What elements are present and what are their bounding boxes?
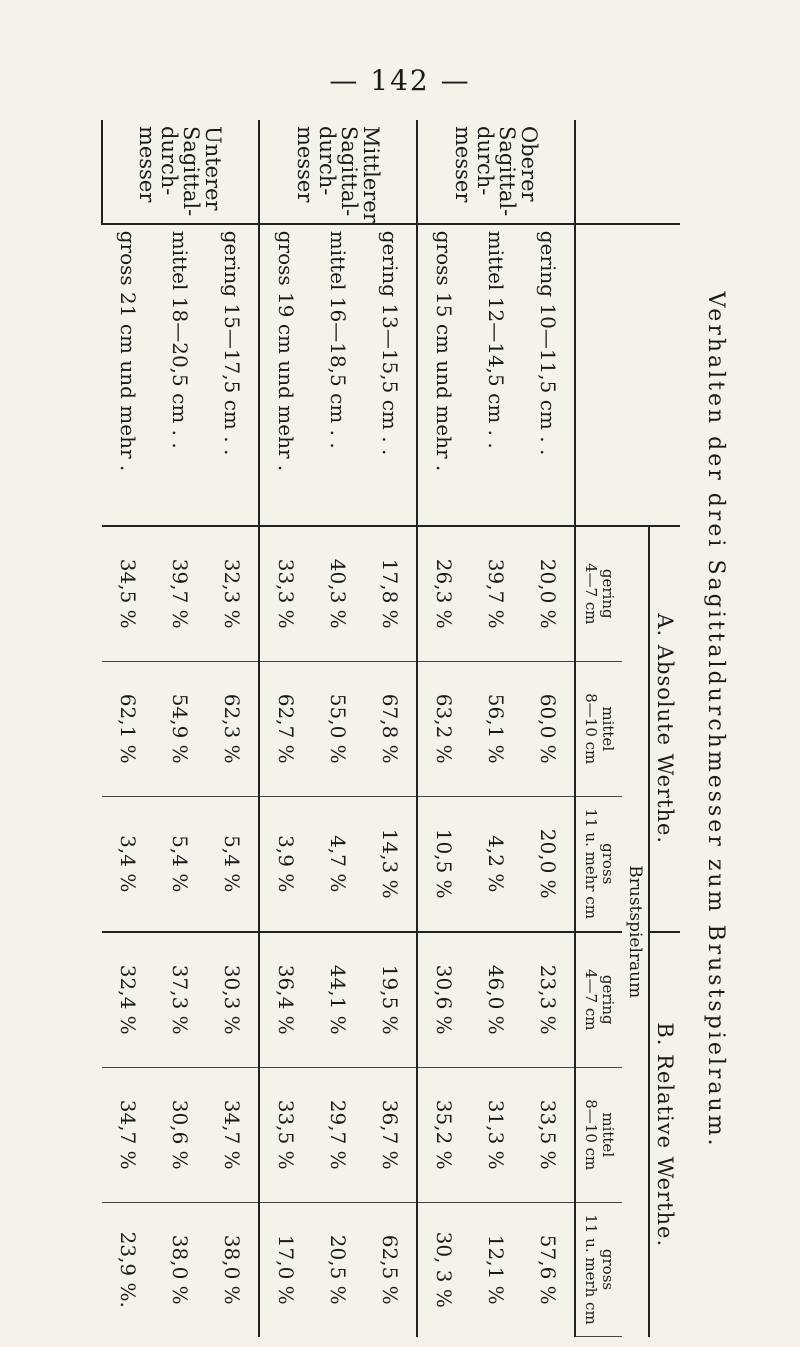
table-cell: 44,1 % xyxy=(312,932,364,1068)
table-cell: 46,0 % xyxy=(470,932,522,1068)
table-cell: 32,3 % xyxy=(206,526,259,662)
table-cell: 20,5 % xyxy=(326,1234,350,1305)
col-name: gross xyxy=(599,1248,617,1291)
table-row xyxy=(312,120,364,1337)
table-cell: 17,0 % xyxy=(259,1202,312,1337)
table-cell: 30, 3 % xyxy=(417,1202,470,1337)
table-cell: 62,5 % xyxy=(378,1234,402,1305)
row-label: gering 13—15,5 cm . . xyxy=(364,224,417,526)
col-name: gering xyxy=(599,568,617,619)
group-a-header: A. Absolute Werthe. xyxy=(649,526,680,932)
table-cell: 37,3 % xyxy=(154,932,206,1068)
table-cell: 14,3 % xyxy=(364,796,417,932)
row-label: gering 10—11,5 cm . . xyxy=(522,224,575,526)
table-cell: 36,7 % xyxy=(364,1067,417,1202)
header-row-groups xyxy=(649,120,680,1337)
col-range: 11 u. merh cm xyxy=(582,1214,600,1325)
table-cell: 4,2 % xyxy=(470,796,522,932)
table-cell: 36,4 % xyxy=(259,932,312,1068)
table-cell: 30,6 % xyxy=(154,1067,206,1202)
table-cell: 63,2 % xyxy=(417,661,470,796)
table-cell: 62,7 % xyxy=(259,661,312,796)
table-cell: 34,5 % xyxy=(102,526,154,662)
col-range: 8—10 cm xyxy=(582,1099,600,1171)
col-range: 11 u. mehr cm xyxy=(582,808,600,919)
col-name: gross xyxy=(599,843,617,885)
table-cell: 34,7 % xyxy=(206,1067,259,1202)
group-label-mittlerer: Mittlerer Sagittal-durch-messer xyxy=(259,120,417,224)
table-cell: 20,0 % xyxy=(522,526,575,662)
table-cell: 33,5 % xyxy=(259,1067,312,1202)
table-row xyxy=(206,120,259,1337)
table-cell: 33,5 % xyxy=(522,1067,575,1202)
table-cell: 35,2 % xyxy=(417,1067,470,1202)
table-cell: 38,0 % xyxy=(168,1234,192,1305)
table-cell: 12,1 % xyxy=(484,1234,508,1305)
row-label: gross 19 cm und mehr . xyxy=(259,224,312,526)
table-cell: 62,3 % xyxy=(206,661,259,796)
row-label: mittel 16—18,5 cm . . xyxy=(312,224,364,526)
table-cell: 62,1 % xyxy=(102,661,154,796)
table-cell: 40,3 % xyxy=(312,526,364,662)
table-row xyxy=(470,120,522,1337)
row-label: gross 15 cm und mehr . xyxy=(417,224,470,526)
table-cell: 5,4 % xyxy=(206,796,259,932)
table-cell: 30,6 % xyxy=(417,932,470,1068)
col-name: gering xyxy=(599,974,617,1025)
table-cell: 29,7 % xyxy=(312,1067,364,1202)
table-cell: 39,7 % xyxy=(154,526,206,662)
page-number: — 142 — xyxy=(329,64,471,97)
table-row xyxy=(522,120,575,1337)
table-row xyxy=(154,120,206,1337)
table-cell: 5,4 % xyxy=(154,796,206,932)
header-corner-2 xyxy=(575,224,680,526)
col-range: 4—7 cm xyxy=(582,969,600,1031)
table-cell: 26,3 % xyxy=(417,526,470,662)
col-head-b-mittel xyxy=(575,1067,622,1202)
col-head-b-gross xyxy=(575,1202,622,1337)
table-cell: 55,0 % xyxy=(312,661,364,796)
col-name: mittel xyxy=(599,706,617,752)
table-row xyxy=(259,120,312,1337)
table-cell: 56,1 % xyxy=(470,661,522,796)
col-name: mittel xyxy=(599,1112,617,1158)
table-cell: 17,8 % xyxy=(364,526,417,662)
table-cell: 33,3 % xyxy=(259,526,312,662)
table-cell: 23,3 % xyxy=(522,932,575,1068)
table-cell: 4,7 % xyxy=(312,796,364,932)
group-b-header: B. Relative Werthe. xyxy=(649,932,680,1337)
table-cell: 19,5 % xyxy=(364,932,417,1068)
table-cell: 23,9 %. xyxy=(116,1231,140,1308)
header-corner xyxy=(575,120,680,224)
table-cell: 34,7 % xyxy=(102,1067,154,1202)
row-label: gering 15—17,5 cm . . xyxy=(206,224,259,526)
row-label: gross 21 cm und mehr . xyxy=(102,224,154,526)
table-row xyxy=(417,120,470,1337)
col-head-b-gering xyxy=(575,932,622,1068)
table-cell: 38,0 % xyxy=(220,1234,244,1305)
rotated-table-page xyxy=(80,100,740,1340)
row-label: mittel 18—20,5 cm . . xyxy=(154,224,206,526)
row-label: mittel 12—14,5 cm . . xyxy=(470,224,522,526)
col-range: 4—7 cm xyxy=(582,563,600,625)
table-cell: 31,3 % xyxy=(470,1067,522,1202)
table-cell: 57,6 % xyxy=(536,1234,560,1305)
table-cell: 67,8 % xyxy=(364,661,417,796)
table-row xyxy=(102,120,154,1337)
col-range: 8—10 cm xyxy=(582,693,600,765)
table-cell: 39,7 % xyxy=(470,526,522,662)
table-cell: 60,0 % xyxy=(522,661,575,796)
group-label-unterer: Unterer Sagittal-durch-messer xyxy=(102,120,259,224)
table-cell: 54,9 % xyxy=(154,661,206,796)
table-cell: 32,4 % xyxy=(102,932,154,1068)
col-head-a-gross xyxy=(575,796,622,932)
col-head-a-gering xyxy=(575,526,622,662)
col-head-a-mittel xyxy=(575,661,622,796)
table-cell: 3,4 % xyxy=(102,796,154,932)
group-label-oberer: Oberer Sagittal-durch-messer xyxy=(417,120,575,224)
table-title: Verhalten der drei Sagittaldurchmesser zum Brustspielraum. xyxy=(703,291,728,1149)
table-cell: 3,9 % xyxy=(259,796,312,932)
table-row xyxy=(364,120,417,1337)
table-cell: 30,3 % xyxy=(206,932,259,1068)
data-table xyxy=(101,120,680,1337)
table-cell: 20,0 % xyxy=(522,796,575,932)
table-cell: 10,5 % xyxy=(417,796,470,932)
brustspielraum-label: Brustspielraum xyxy=(625,865,645,999)
